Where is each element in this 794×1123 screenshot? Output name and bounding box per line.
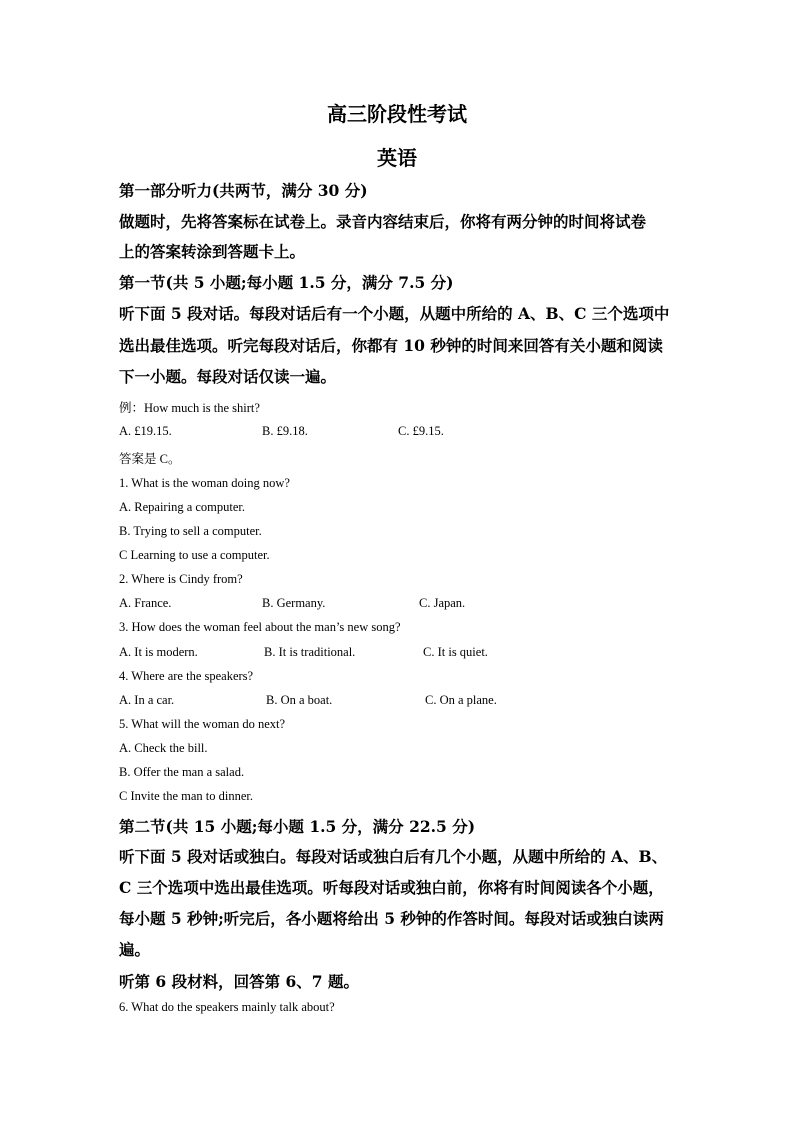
q5-option-c: C Invite the man to dinner. <box>119 789 254 803</box>
part1-heading: 第一部分听力(共两节，满分 30 分) <box>119 181 368 200</box>
q6-question: 6. What do the speakers mainly talk about? <box>119 1000 335 1014</box>
example-option-c: C. £9.15. <box>398 424 444 438</box>
example-option-b: B. £9.18. <box>262 424 308 438</box>
section2-heading: 第二节(共 15 小题;每小题 1.5 分，满分 22.5 分) <box>119 817 476 836</box>
section2-instruction-line2: C 三个选项中选出最佳选项。听每段对话或独白前，你将有时间阅读各个小题， <box>119 878 664 897</box>
material6-heading: 听第 6 段材料，回答第 6、7 题。 <box>119 972 359 991</box>
q2-option-a: A. France. <box>119 596 172 610</box>
q4-option-b: B. On a boat. <box>266 693 333 707</box>
q3-option-b: B. It is traditional. <box>264 645 356 659</box>
q2-question: 2. Where is Cindy from? <box>119 572 243 586</box>
q1-question: 1. What is the woman doing now? <box>119 476 290 490</box>
example-option-a: A. £19.15. <box>119 424 172 438</box>
q1-option-c: C Learning to use a computer. <box>119 548 270 562</box>
q3-option-c: C. It is quiet. <box>423 645 488 659</box>
section1-heading: 第一节(共 5 小题;每小题 1.5 分，满分 7.5 分) <box>119 273 454 292</box>
q1-option-a: A. Repairing a computer. <box>119 500 246 514</box>
q5-option-a: A. Check the bill. <box>119 741 208 755</box>
section1-instruction-line3: 下一小题。每段对话仅读一遍。 <box>119 367 337 386</box>
q3-option-a: A. It is modern. <box>119 645 198 659</box>
section2-instruction-line1: 听下面 5 段对话或独白。每段对话或独白后有几个小题，从题中所给的 A、B、 <box>119 847 668 866</box>
q4-option-a: A. In a car. <box>119 693 175 707</box>
section1-instruction-line1: 听下面 5 段对话。每段对话后有一个小题，从题中所给的 A、B、C 三个选项中 <box>119 304 670 323</box>
q3-question: 3. How does the woman feel about the man’s new song? <box>119 620 401 634</box>
q5-question: 5. What will the woman do next? <box>119 717 286 731</box>
part1-instruction-line2: 上的答案转涂到答题卡上。 <box>119 242 306 261</box>
q4-option-c: C. On a plane. <box>425 693 497 707</box>
example-answer: 答案是 C。 <box>119 452 181 466</box>
section2-instruction-line4: 遍。 <box>119 940 151 959</box>
section1-instruction-line2: 选出最佳选项。听完每段对话后，你都有 10 秒钟的时间来回答有关小题和阅读 <box>119 336 663 355</box>
part1-instruction-line1: 做题时，先将答案标在试卷上。录音内容结束后，你将有两分钟的时间将试卷 <box>119 212 647 231</box>
subject-title: 英语 <box>377 146 417 170</box>
q5-option-b: B. Offer the man a salad. <box>119 765 245 779</box>
q2-option-c: C. Japan. <box>419 596 466 610</box>
q2-option-b: B. Germany. <box>262 596 326 610</box>
example-question: 例：How much is the shirt? <box>119 401 260 415</box>
q4-question: 4. Where are the speakers? <box>119 669 254 683</box>
section2-instruction-line3: 每小题 5 秒钟;听完后，各小题将给出 5 秒钟的作答时间。每段对话或独白读两 <box>119 909 664 928</box>
exam-title: 高三阶段性考试 <box>327 102 467 126</box>
q1-option-b: B. Trying to sell a computer. <box>119 524 262 538</box>
